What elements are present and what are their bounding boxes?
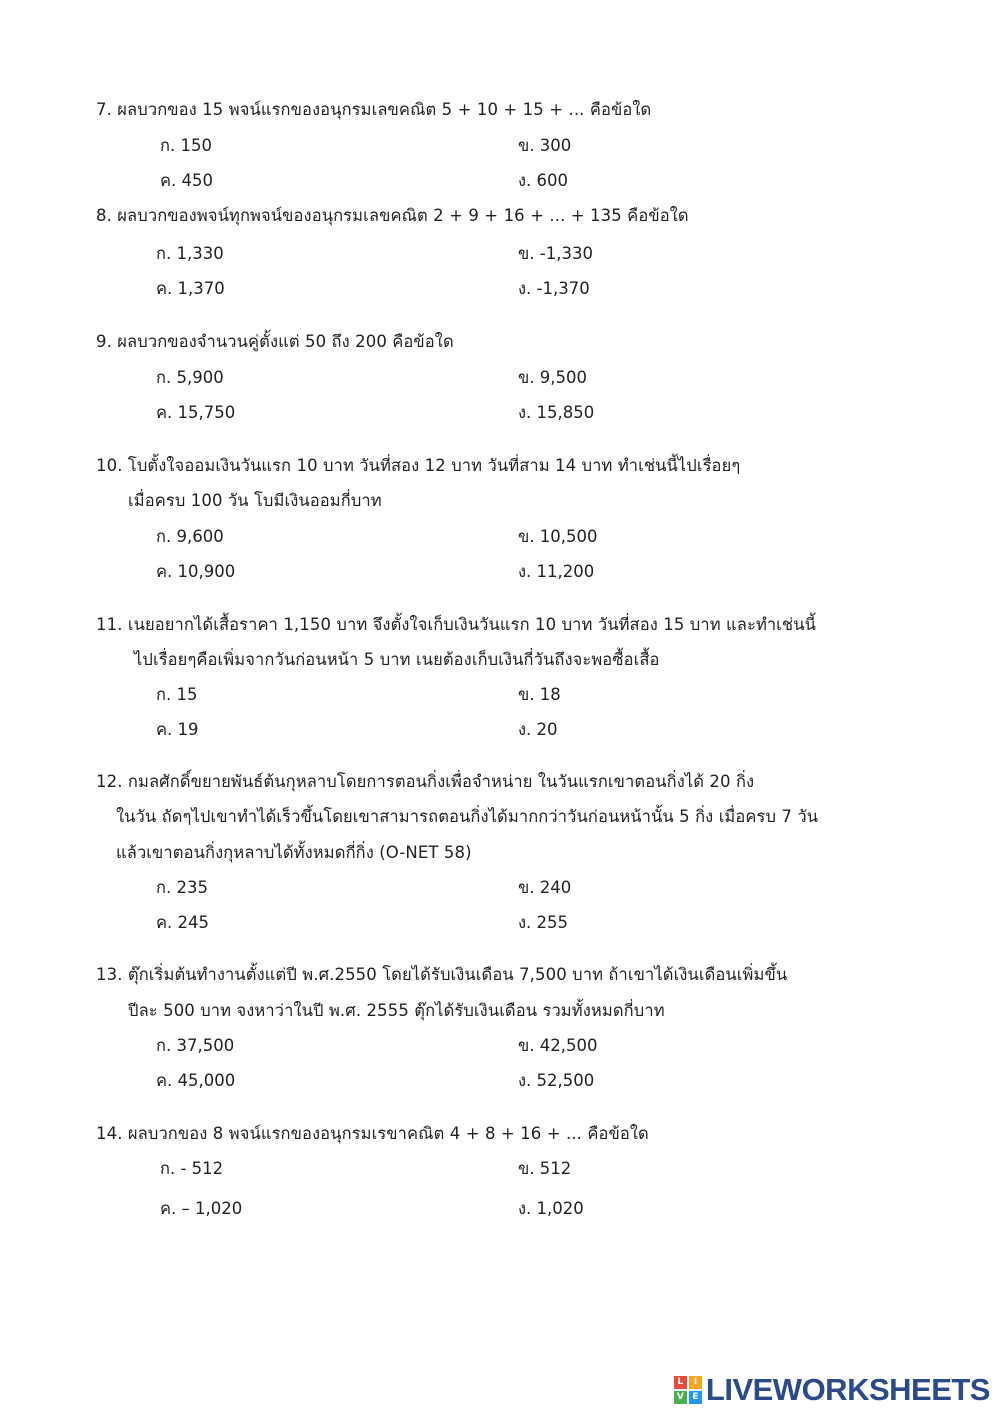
question-7-text: 7. ผลบวกของ 15 พจน์แรกของอนุกรมเลขคณิต 5 + 10 + 15 + ... คือข้อใด [96,100,652,119]
q14-option-b[interactable]: ข. 512 [518,1159,572,1178]
question-10-text-line-1: 10. โบตั้งใจออมเงินวันแรก 10 บาท วันที่สอง 12 บาท วันที่สาม 14 บาท ทำเช่นนี้ไปเรื่อยๆ [96,456,741,475]
question-12-text-line-2: ในวัน ถัดๆไปเขาทำได้เร็วขึ้นโดยเขาสามารถตอนกิ่งได้มากกว่าวันก่อนหน้านั้น 5 กิ่ง เมื่อครบ 7 วัน [116,807,819,826]
q14-option-a[interactable]: ก. - 512 [160,1159,224,1178]
logo-letter-l: L [674,1376,687,1389]
q10-option-a[interactable]: ก. 9,600 [156,527,224,546]
question-11-text-line-2: ไปเรื่อยๆคือเพิ่มจากวันก่อนหน้า 5 บาท เนยต้องเก็บเงินกี่วันถึงจะพอซื้อเสื้อ [134,650,660,669]
q12-option-b[interactable]: ข. 240 [518,878,572,897]
question-14-text: 14. ผลบวกของ 8 พจน์แรกของอนุกรมเรขาคณิต 4 + 8 + 16 + ... คือข้อใด [96,1124,649,1143]
q8-option-c[interactable]: ค. 1,370 [156,279,225,298]
q9-option-b[interactable]: ข. 9,500 [518,368,588,387]
q10-option-b[interactable]: ข. 10,500 [518,527,598,546]
liveworksheets-logo[interactable] [674,1373,990,1407]
q13-option-c[interactable]: ค. 45,000 [156,1071,236,1090]
q13-option-d[interactable]: ง. 52,500 [518,1071,595,1090]
q9-option-c[interactable]: ค. 15,750 [156,403,236,422]
question-12-text-line-3: แล้วเขาตอนกิ่งกุหลาบได้ทั้งหมดกี่กิ่ง (O-NET 58) [116,843,472,862]
q11-option-d[interactable]: ง. 20 [518,720,558,739]
q12-option-d[interactable]: ง. 255 [518,913,569,932]
q9-option-d[interactable]: ง. 15,850 [518,403,595,422]
question-10-text-line-2: เมื่อครบ 100 วัน โบมีเงินออมกี่บาท [128,491,382,510]
q11-option-a[interactable]: ก. 15 [156,685,198,704]
q14-option-d[interactable]: ง. 1,020 [518,1199,584,1218]
q8-option-d[interactable]: ง. -1,370 [518,279,590,298]
q7-option-a[interactable]: ก. 150 [160,136,212,155]
q10-option-d[interactable]: ง. 11,200 [518,562,595,581]
liveworksheets-brand-text: LIVEWORKSHEETS [705,1372,990,1407]
q13-option-b[interactable]: ข. 42,500 [518,1036,598,1055]
question-9-text: 9. ผลบวกของจำนวนคู่ตั้งแต่ 50 ถึง 200 คือข้อใด [96,332,454,351]
q12-option-a[interactable]: ก. 235 [156,878,208,897]
q12-option-c[interactable]: ค. 245 [156,913,210,932]
q7-option-d[interactable]: ง. 600 [518,171,569,190]
question-11-text-line-1: 11. เนยอยากได้เสื้อราคา 1,150 บาท จึงตั้งใจเก็บเงินวันแรก 10 บาท วันที่สอง 15 บาท และทำเช่นนี้ [96,615,816,634]
q7-option-c[interactable]: ค. 450 [160,171,214,190]
logo-letter-e: E [689,1391,702,1404]
question-8-text: 8. ผลบวกของพจน์ทุกพจน์ของอนุกรมเลขคณิต 2 + 9 + 16 + ... + 135 คือข้อใด [96,206,689,225]
question-12-text-line-1: 12. กมลศักดิ์ขยายพันธ์ต้นกุหลาบโดยการตอนกิ่งเพื่อจำหน่าย ในวันแรกเขาตอนกิ่งได้ 20 กิ่ง [96,772,755,791]
q11-option-c[interactable]: ค. 19 [156,720,199,739]
q11-option-b[interactable]: ข. 18 [518,685,561,704]
q14-option-c[interactable]: ค. – 1,020 [160,1199,243,1218]
q8-option-b[interactable]: ข. -1,330 [518,244,593,263]
q10-option-c[interactable]: ค. 10,900 [156,562,236,581]
q7-option-b[interactable]: ข. 300 [518,136,572,155]
q8-option-a[interactable]: ก. 1,330 [156,244,224,263]
question-13-text-line-1: 13. ตุ๊กเริ่มต้นทำงานตั้งแต่ปี พ.ศ.2550 โดยได้รับเงินเดือน 7,500 บาท ถ้าเขาได้เงินเดือนเพิ่มขึ้น [96,965,788,984]
question-13-text-line-2: ปีละ 500 บาท จงหาว่าในปี พ.ศ. 2555 ตุ๊กได้รับเงินเดือน รวมทั้งหมดกี่บาท [128,1001,665,1020]
q13-option-a[interactable]: ก. 37,500 [156,1036,235,1055]
liveworksheets-logo-icon [674,1376,702,1404]
logo-letter-i: I [689,1376,702,1389]
logo-letter-v: V [674,1391,687,1404]
q9-option-a[interactable]: ก. 5,900 [156,368,224,387]
